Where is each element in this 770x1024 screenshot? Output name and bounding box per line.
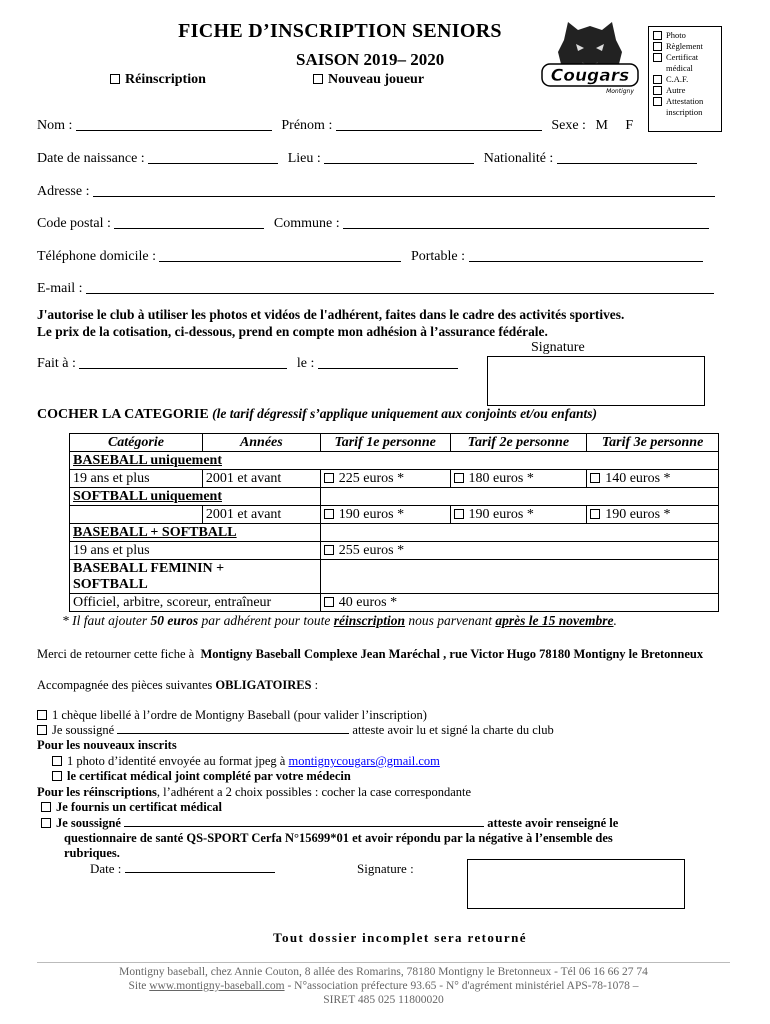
doc-photo[interactable]: Photo xyxy=(653,30,717,41)
table-row xyxy=(70,560,719,594)
address-row xyxy=(37,184,715,200)
table-row: 19 ans et plus 2001 et avant 225 euros * 180 euros * 140 euros * xyxy=(70,470,719,488)
sexe-f-option[interactable]: F xyxy=(625,118,634,133)
piece-fournis[interactable]: Je fournis un certificat médical xyxy=(41,800,222,816)
adresse-label: Adresse : xyxy=(37,184,90,199)
price-option[interactable]: 225 euros * xyxy=(320,470,450,488)
doc-checkbox[interactable] xyxy=(653,42,662,51)
nom-field[interactable] xyxy=(76,119,272,131)
doc-reglement[interactable]: Règlement xyxy=(653,41,717,52)
form-title: FICHE D’INSCRIPTION SENIORS xyxy=(178,20,502,42)
tel-label: Téléphone domicile : xyxy=(37,249,156,264)
section-softball: SOFTBALL uniquement xyxy=(70,488,321,506)
phone-row xyxy=(37,249,703,265)
le-label: le : xyxy=(296,356,315,371)
charte-checkbox[interactable] xyxy=(37,725,47,735)
signature2-box[interactable] xyxy=(467,859,685,909)
lieu-field[interactable] xyxy=(324,152,474,164)
price-option[interactable]: 190 euros * xyxy=(587,506,719,524)
fait-a-field[interactable] xyxy=(79,357,287,369)
signature-label: Signature xyxy=(531,340,585,355)
date-field[interactable] xyxy=(125,863,275,873)
cp-field[interactable] xyxy=(114,217,264,229)
nom-label: Nom : xyxy=(37,118,73,133)
category-title: COCHER LA CATEGORIE (le tarif dégressif s’applique uniquement aux conjoints et/ou enfants) xyxy=(37,406,597,422)
logo-subtext: Montigny xyxy=(606,88,634,95)
email-label: E-mail : xyxy=(37,281,83,296)
price-checkbox[interactable] xyxy=(454,509,464,519)
questionnaire-checkbox[interactable] xyxy=(41,818,51,828)
price-option[interactable]: 255 euros * xyxy=(320,542,718,560)
price-checkbox[interactable] xyxy=(324,545,334,555)
footer-divider xyxy=(37,962,730,963)
prenom-label: Prénom : xyxy=(281,118,333,133)
cheque-checkbox[interactable] xyxy=(37,710,47,720)
section-fem: BASEBALL FEMININ + SOFTBALL xyxy=(70,560,321,594)
sexe-m-option[interactable]: M xyxy=(595,118,608,133)
table-row: 2001 et avant 190 euros * 190 euros * 190 euros * xyxy=(70,506,719,524)
doc-checkbox[interactable] xyxy=(653,53,662,62)
footer: Montigny baseball, chez Annie Couton, 8 allée des Romarins, 78180 Montigny le Bretonneux - Tél 06 16 66 27 74 Site www.montigny-baseball.com - N°association préfecture 93.65 - N° d'agrément ministériel APS-78-1078 – SIRET 485 025 11800020 xyxy=(119,966,648,1006)
col-annees: Années xyxy=(202,434,320,452)
email-row xyxy=(37,281,714,297)
portable-label: Portable : xyxy=(410,249,466,264)
nouveaux-label: Pour les nouveaux inscrits xyxy=(37,738,177,752)
fournis-checkbox[interactable] xyxy=(41,802,51,812)
fait-a-label: Fait à : xyxy=(37,356,76,371)
price-option[interactable]: 190 euros * xyxy=(320,506,450,524)
new-player-checkbox[interactable] xyxy=(313,74,323,84)
reinscription-checkbox[interactable] xyxy=(110,74,120,84)
col-tarif1: Tarif 1e personne xyxy=(320,434,450,452)
piece-photo[interactable]: 1 photo d’identité envoyée au format jpeg à montignycougars@gmail.com xyxy=(52,754,440,770)
incomplete-notice: Tout dossier incomplet sera retourné xyxy=(273,930,527,945)
adresse-field[interactable] xyxy=(93,185,715,197)
tel-field[interactable] xyxy=(159,250,401,262)
commune-field[interactable] xyxy=(343,217,709,229)
certif-checkbox[interactable] xyxy=(52,771,62,781)
table-row: 19 ans et plus 255 euros * xyxy=(70,542,719,560)
price-checkbox[interactable] xyxy=(590,473,600,483)
naissance-field[interactable] xyxy=(148,152,278,164)
name-row xyxy=(37,118,633,134)
doc-autre[interactable]: Autre xyxy=(653,85,717,96)
price-option[interactable]: 40 euros * xyxy=(320,594,718,612)
site-link[interactable]: www.montigny-baseball.com xyxy=(149,980,285,992)
doc-checkbox[interactable] xyxy=(653,75,662,84)
return-address: Merci de retourner cette fiche à Montigny Baseball Complexe Jean Maréchal , rue Victor Hugo 78180 Montigny le Bretonneux xyxy=(37,647,704,661)
price-checkbox[interactable] xyxy=(590,509,600,519)
naissance-label: Date de naissance : xyxy=(37,151,145,166)
doc-checkbox[interactable] xyxy=(653,97,662,106)
piece-questionnaire[interactable]: Je soussigné atteste avoir renseigné le xyxy=(41,816,618,832)
email-field[interactable] xyxy=(86,282,714,294)
questionnaire-line1: questionnaire de santé QS-SPORT Cerfa N°15699*01 et avoir répondu par la négative à l’ensemble des xyxy=(64,831,613,845)
nationalite-field[interactable] xyxy=(557,152,697,164)
reinscription-option[interactable]: Réinscription xyxy=(110,72,206,88)
questionnaire-name-field[interactable] xyxy=(124,817,484,827)
charte-name-field[interactable] xyxy=(117,724,349,734)
section-baseball: BASEBALL uniquement xyxy=(70,452,321,470)
table-row: Officiel, arbitre, scoreur, entraîneur 40 euros * xyxy=(70,594,719,612)
commune-label: Commune : xyxy=(273,216,340,231)
doc-attestation[interactable]: Attestation inscription xyxy=(653,96,717,118)
portable-field[interactable] xyxy=(469,250,703,262)
col-categorie: Catégorie xyxy=(70,434,203,452)
piece-charte[interactable]: Je soussigné atteste avoir lu et signé la charte du club xyxy=(37,723,554,739)
col-tarif2: Tarif 2e personne xyxy=(450,434,587,452)
category-table xyxy=(69,433,719,612)
cougars-logo xyxy=(538,18,642,98)
price-option[interactable]: 180 euros * xyxy=(450,470,587,488)
cp-label: Code postal : xyxy=(37,216,111,231)
email-link[interactable]: montignycougars@gmail.com xyxy=(288,754,440,768)
piece-cheque[interactable]: 1 chèque libellé à l’ordre de Montigny Baseball (pour valider l’inscription) xyxy=(37,708,427,724)
signature-box[interactable] xyxy=(487,356,705,406)
price-checkbox[interactable] xyxy=(324,597,334,607)
postal-row xyxy=(37,216,709,232)
doc-caf[interactable]: C.A.F. xyxy=(653,74,717,85)
doc-checkbox[interactable] xyxy=(653,86,662,95)
price-checkbox[interactable] xyxy=(454,473,464,483)
doc-checkbox[interactable] xyxy=(653,31,662,40)
date-row: Date : xyxy=(90,861,275,877)
lieu-label: Lieu : xyxy=(287,151,321,166)
table-header-row xyxy=(70,434,719,452)
fait-row xyxy=(37,356,458,372)
photo-checkbox[interactable] xyxy=(52,756,62,766)
pieces-intro: Accompagnée des pièces suivantes OBLIGATOIRES : xyxy=(37,678,319,692)
logo-text: Cougars xyxy=(550,66,630,86)
authorization-text: J'autorise le club à utiliser les photos et vidéos de l'adhérent, faites dans le cadre des activités sportives. Le prix de la cotisation, ci-dessous, prend en compte mon adhésion à l’assurance fédérale. xyxy=(37,307,625,339)
le-field[interactable] xyxy=(318,357,458,369)
col-tarif3: Tarif 3e personne xyxy=(587,434,719,452)
doc-certificat[interactable]: Certificat médical xyxy=(653,52,717,74)
piece-certif[interactable]: le certificat médical joint complété par votre médecin xyxy=(52,769,351,785)
reinscriptions-label: Pour les réinscriptions, l’adhérent a 2 choix possibles : cocher la case correspondante xyxy=(37,785,472,799)
sexe-label: Sexe : xyxy=(551,118,586,133)
signature2-label: Signature : xyxy=(357,861,414,876)
documents-checklist xyxy=(648,26,722,132)
nationalite-label: Nationalité : xyxy=(483,151,554,166)
new-player-option[interactable]: Nouveau joueur xyxy=(313,72,424,88)
section-both: BASEBALL + SOFTBALL xyxy=(70,524,321,542)
questionnaire-line2: rubriques. xyxy=(64,846,120,860)
price-option[interactable]: 190 euros * xyxy=(450,506,587,524)
price-option[interactable]: 140 euros * xyxy=(587,470,719,488)
price-checkbox[interactable] xyxy=(324,509,334,519)
fee-note: * Il faut ajouter 50 euros par adhérent pour toute réinscription nous parvenant après le 15 novembre. xyxy=(62,613,617,628)
price-checkbox[interactable] xyxy=(324,473,334,483)
prenom-field[interactable] xyxy=(336,119,542,131)
birth-row xyxy=(37,151,697,167)
